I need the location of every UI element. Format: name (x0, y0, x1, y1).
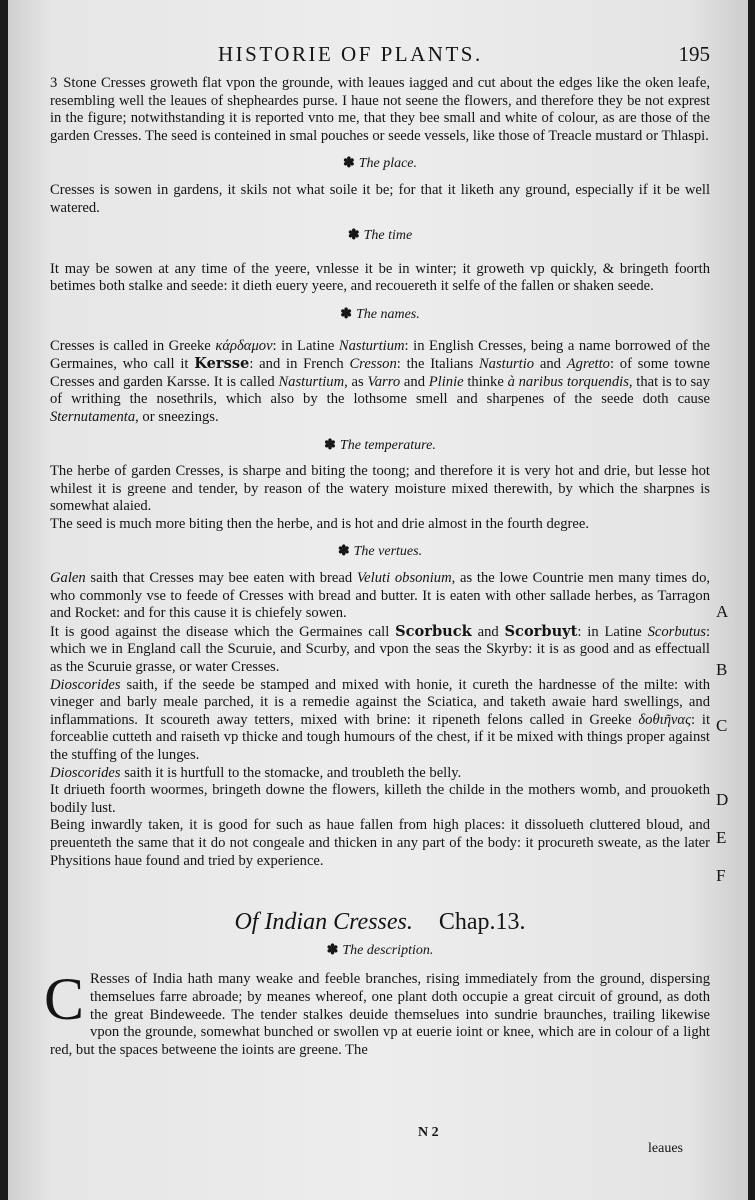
author-name: Plinie (428, 373, 464, 390)
latin-phrase: Veluti obsonium (356, 570, 452, 587)
margin-letter-d: D (716, 790, 729, 809)
chapter-title: Of Indian Cresses. Chap.13. (234, 909, 526, 936)
margin-letter-f: F (716, 866, 726, 885)
page-number: 195 (678, 42, 710, 66)
names-paragraph: Cresses is called in Greeke κάρδαμον: in Latine Nasturtium: in English Cresses, being a name borrowed of the Germaines, who call it Kersse: and in French Cresson: the Italians Nasturtio and Agretto: of some towne Cresses and garden Karsse. It is called Nasturtium, as Varro and Plinie thinke à naribus torquendis, that is to say of writhing the nosethrils, which also by the lothsome smell and sharpenes of the seede doth cause Sternutamenta, or sneezings. (50, 337, 711, 425)
author-name: Varro (367, 373, 401, 390)
star-ornament-icon: ✽ (337, 544, 350, 560)
latin-phrase: à naribus torquendis (507, 373, 629, 390)
signature-mark: N 2 (418, 1125, 439, 1140)
star-ornament-icon: ✽ (326, 942, 339, 958)
star-ornament-icon: ✽ (324, 437, 336, 453)
chapter-number: Chap.13. (438, 909, 526, 936)
margin-letter-c: C (716, 716, 728, 735)
book-page (8, 0, 748, 1200)
body-text (44, 75, 711, 1059)
italian-word: Agretto (566, 356, 610, 373)
latin-word: Nasturtium (278, 373, 345, 390)
latin-word: Nasturtium (338, 337, 405, 354)
names-heading: ✽ The names. (340, 306, 420, 322)
time-heading: ✽ The time (347, 228, 413, 244)
temperature-heading: ✽ The temperature. (324, 437, 436, 453)
star-ornament-icon: ✽ (347, 228, 360, 244)
indian-cresses-description: C Resses of India hath many weake and feeble branches, rising immediately from the ground, dispersing themselues farre abroade; by meanes whereof, one plant doth occupie a great circuit of ground, as doth the great Bindeweede. The tender stalkes deuide themselues into sundrie braunches, trailing likewise vpon the grounde, somewhat bunched or swollen vp at euerie ioint or knee, which are in colour of a light red, but the spaces betweene the ioints are greene. The (44, 966, 710, 1058)
temperature-paragraph-1: The herbe of garden Cresses, is sharpe and biting the toong; and therefore it is very hot and drie, but lesse hot whilest it is greene and tender, by reason of the watery moisture mixed therewith, by which the sharpnes is somewhat alaied. (50, 463, 710, 515)
running-title: HISTORIE OF PLANTS. (218, 42, 483, 66)
star-ornament-icon: ✽ (342, 156, 355, 172)
author-name: Dioscorides (50, 764, 121, 781)
description-heading: ✽ The description. (326, 942, 434, 958)
drop-cap: C (44, 966, 85, 1033)
greek-word: κάρδαμον (215, 337, 273, 354)
latin-word: Scorbutus (647, 623, 706, 640)
description-text: Stone Cresses groweth flat vpon the grounde, with leaues iagged and cut about the edges like the oken leafe, resembling well the leaues of shepheardes purse. I haue not seene the flowers, and therefore they be not exprest in the figure; notwithstanding it is reported vnto me, that they bee small and white of colour, as are those of the garden Cresses. The seed is conteined in smal pouches or seede vessels, like those of Treacle mustard or Thlaspi. (50, 75, 710, 144)
vertue-c: Dioscorides saith, if the seede be stamped and mixed with honie, it cureth the hardnesse of the milte: with vineger and barly meale parched, it is a remedie against the Sciatica, and taketh awaie hard swellings, and inflammations. It scoureth away tetters, mixed with brine: it ripeneth felons called in Greeke δοθιῆνας: it forceablie cutteth and raiseth vp thicke and tough humours of the chest, if it be mixed with things proper against the stuffing of the lunges. (50, 676, 711, 763)
vertue-d: Dioscorides saith it is hurtfull to the stomacke, and troubleth the belly. (50, 764, 462, 781)
margin-letter-b: B (716, 660, 728, 679)
time-paragraph: It may be sowen at any time of the yeere, vnlesse it be in winter; it groweth vp quickly, & bringeth foorth betimes both stalke and seede: it dieth euery yeere, and recouereth it selfe of the fallen or shaken seede. (50, 260, 710, 295)
vertue-f: Being inwardly taken, it is good for such as haue fallen from high places: it dissolueth cluttered bloud, and preuenteth the same that it do not congeale and thicken in any part of the body: it procureth sweate, as the later Physitions haue found and tried by experience. (50, 817, 710, 869)
catchword: leaues (648, 1141, 683, 1156)
vertue-b: It is good against the disease which the Germaines call Scorbuck and Scorbuyt: in Latine Scorbutus: which we in England call the Scuruie, and Scurby, and vpon the seas the Skyrby: it is as good and as effectuall as the Scuruie grasse, or water Cresses. (50, 622, 710, 676)
latin-word: Sternutamenta (50, 408, 136, 425)
greek-word: δοθιῆνας (638, 711, 691, 728)
description-paragraph-3 (50, 75, 710, 145)
author-name: Dioscorides (50, 676, 121, 693)
page-header (8, 38, 748, 72)
author-name: Galen (50, 570, 86, 587)
blackletter-word: Scorbuyt (504, 622, 578, 640)
item-number: 3 (50, 75, 58, 91)
blackletter-word: Kersse (194, 355, 250, 373)
vertue-e: It driueth foorth woormes, bringeth downe the flowers, killeth the childe in the mothers womb, and prouoketh bodily lust. (50, 782, 710, 816)
vertues-heading: ✽ The vertues. (337, 544, 423, 560)
vertue-a: Galen saith that Cresses may bee eaten with bread Veluti obsonium, as the lowe Countrie men many times do, who commonly vse to feede of Cresses with bread and butter. It is eaten with other sallade herbes, as Tarragon and Rocket: and for this cause it is chiefely sowen. (50, 570, 711, 622)
blackletter-word: Scorbuck (395, 622, 472, 640)
margin-letter-e: E (716, 828, 727, 847)
temperature-paragraph-2: The seed is much more biting then the herbe, and is hot and drie almost in the fourth degree. (50, 515, 590, 532)
place-heading: ✽ The place. (342, 156, 418, 172)
star-ornament-icon: ✽ (340, 306, 352, 322)
italian-word: Nasturtio (478, 356, 535, 373)
place-paragraph: Cresses is sowen in gardens, it skils not what soile it be; for that it liketh any ground, especially if it be well watered. (50, 181, 710, 216)
margin-letter-a: A (716, 602, 729, 621)
french-word: Cresson (349, 356, 397, 373)
